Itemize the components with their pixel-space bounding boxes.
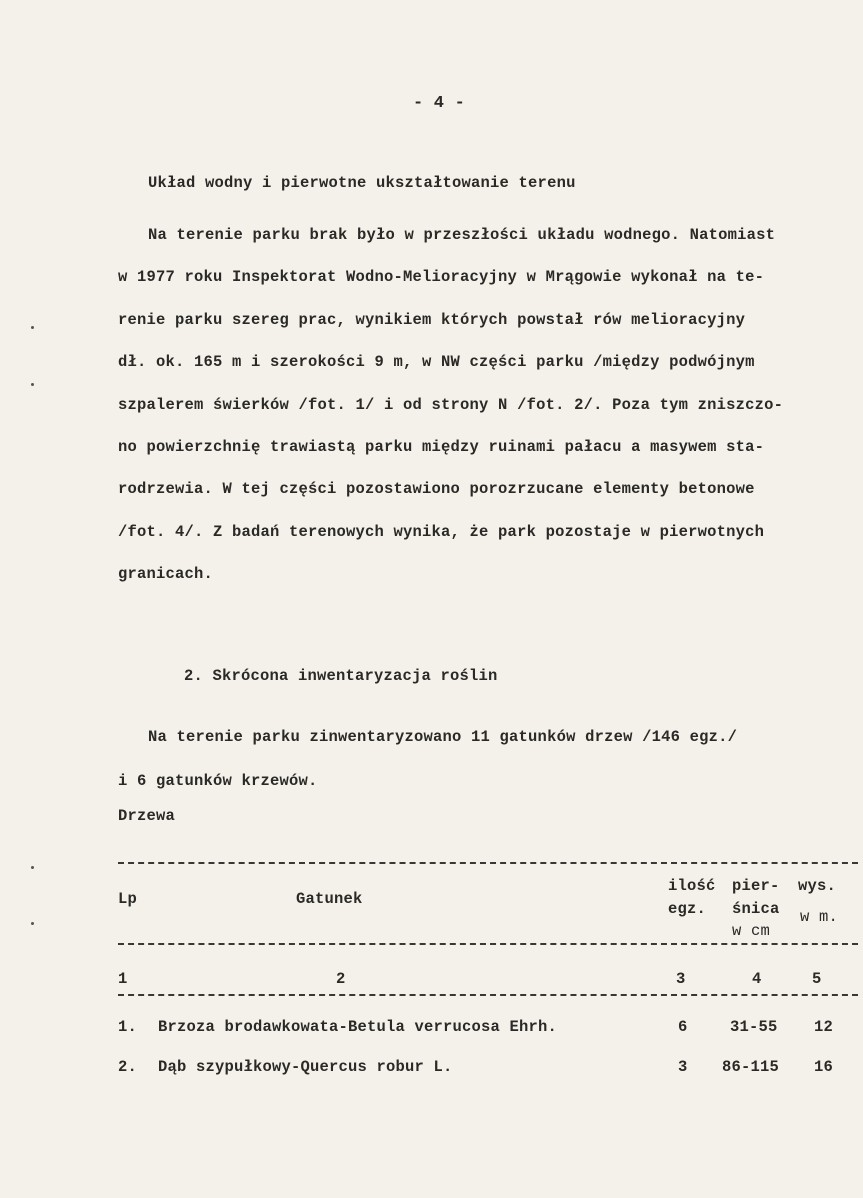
- paragraph-line: szpalerem świerków /fot. 1/ i od strony N /fot. 2/. Poza tym zniszczo-: [118, 395, 784, 414]
- row-count: 3: [678, 1058, 688, 1076]
- header-count-line2: egz.: [668, 900, 707, 918]
- scan-speck: [31, 383, 34, 386]
- table-rule-numbers: [118, 994, 858, 996]
- section-heading-water-system: Układ wodny i pierwotne ukształtowanie terenu: [148, 174, 576, 192]
- table-rule-header: [118, 943, 858, 945]
- paragraph-line: /fot. 4/. Z badań terenowych wynika, że park pozostaje w pierwotnych: [118, 522, 765, 541]
- subheading-trees: Drzewa: [118, 807, 176, 825]
- section-heading-plant-inventory: 2. Skrócona inwentaryzacja roślin: [184, 667, 498, 685]
- header-count-line1: ilość: [668, 877, 716, 895]
- row-height: 12: [814, 1018, 834, 1036]
- column-number-3: 3: [676, 970, 686, 988]
- row-height: 16: [814, 1058, 834, 1076]
- row-lp: 2.: [118, 1058, 138, 1076]
- table-rule-top: [118, 862, 858, 864]
- paragraph-water-system: [118, 220, 783, 602]
- row-species: Dąb szypułkowy-Quercus robur L.: [158, 1058, 453, 1076]
- paragraph-line: Na terenie parku brak było w przeszłości układu wodnego. Natomiast: [148, 226, 776, 244]
- paragraph-line: renie parku szereg prac, wynikiem których powstał rów melioracyjny: [118, 310, 746, 329]
- column-number-5: 5: [812, 970, 822, 988]
- paragraph-plant-inventory: [118, 722, 737, 810]
- paragraph-line: Na terenie parku zinwentaryzowano 11 gatunków drzew /146 egz./: [148, 728, 738, 746]
- row-girth: 86-115: [722, 1058, 780, 1076]
- column-number-1: 1: [118, 970, 128, 988]
- header-height-line2: w m.: [800, 908, 839, 926]
- header-girth-line2: śnica: [732, 900, 780, 918]
- header-height-line1: wys.: [798, 877, 837, 895]
- header-lp: Lp: [118, 890, 138, 908]
- scan-speck: [31, 866, 34, 869]
- row-girth: 31-55: [730, 1018, 778, 1036]
- paragraph-line: granicach.: [118, 565, 214, 584]
- paragraph-line: no powierzchnię trawiastą parku między ruinami pałacu a masywem sta-: [118, 437, 765, 456]
- column-number-2: 2: [336, 970, 346, 988]
- paragraph-line: rodrzewia. W tej części pozostawiono porozrzucane elementy betonowe: [118, 480, 755, 499]
- row-count: 6: [678, 1018, 688, 1036]
- header-species: Gatunek: [296, 890, 363, 908]
- paragraph-line: dł. ok. 165 m i szerokości 9 m, w NW części parku /między podwójnym: [118, 353, 755, 372]
- scan-speck: [31, 922, 34, 925]
- scan-speck: [31, 326, 34, 329]
- row-lp: 1.: [118, 1018, 138, 1036]
- page-number: - 4 -: [413, 94, 466, 113]
- row-species: Brzoza brodawkowata-Betula verrucosa Ehrh.: [158, 1018, 558, 1036]
- header-girth-line1: pier-: [732, 877, 780, 895]
- paragraph-line: i 6 gatunków krzewów.: [118, 772, 318, 790]
- column-number-4: 4: [752, 970, 762, 988]
- paragraph-line: w 1977 roku Inspektorat Wodno-Melioracyjny w Mrągowie wykonał na te-: [118, 268, 765, 287]
- header-girth-line3: w cm: [732, 922, 771, 940]
